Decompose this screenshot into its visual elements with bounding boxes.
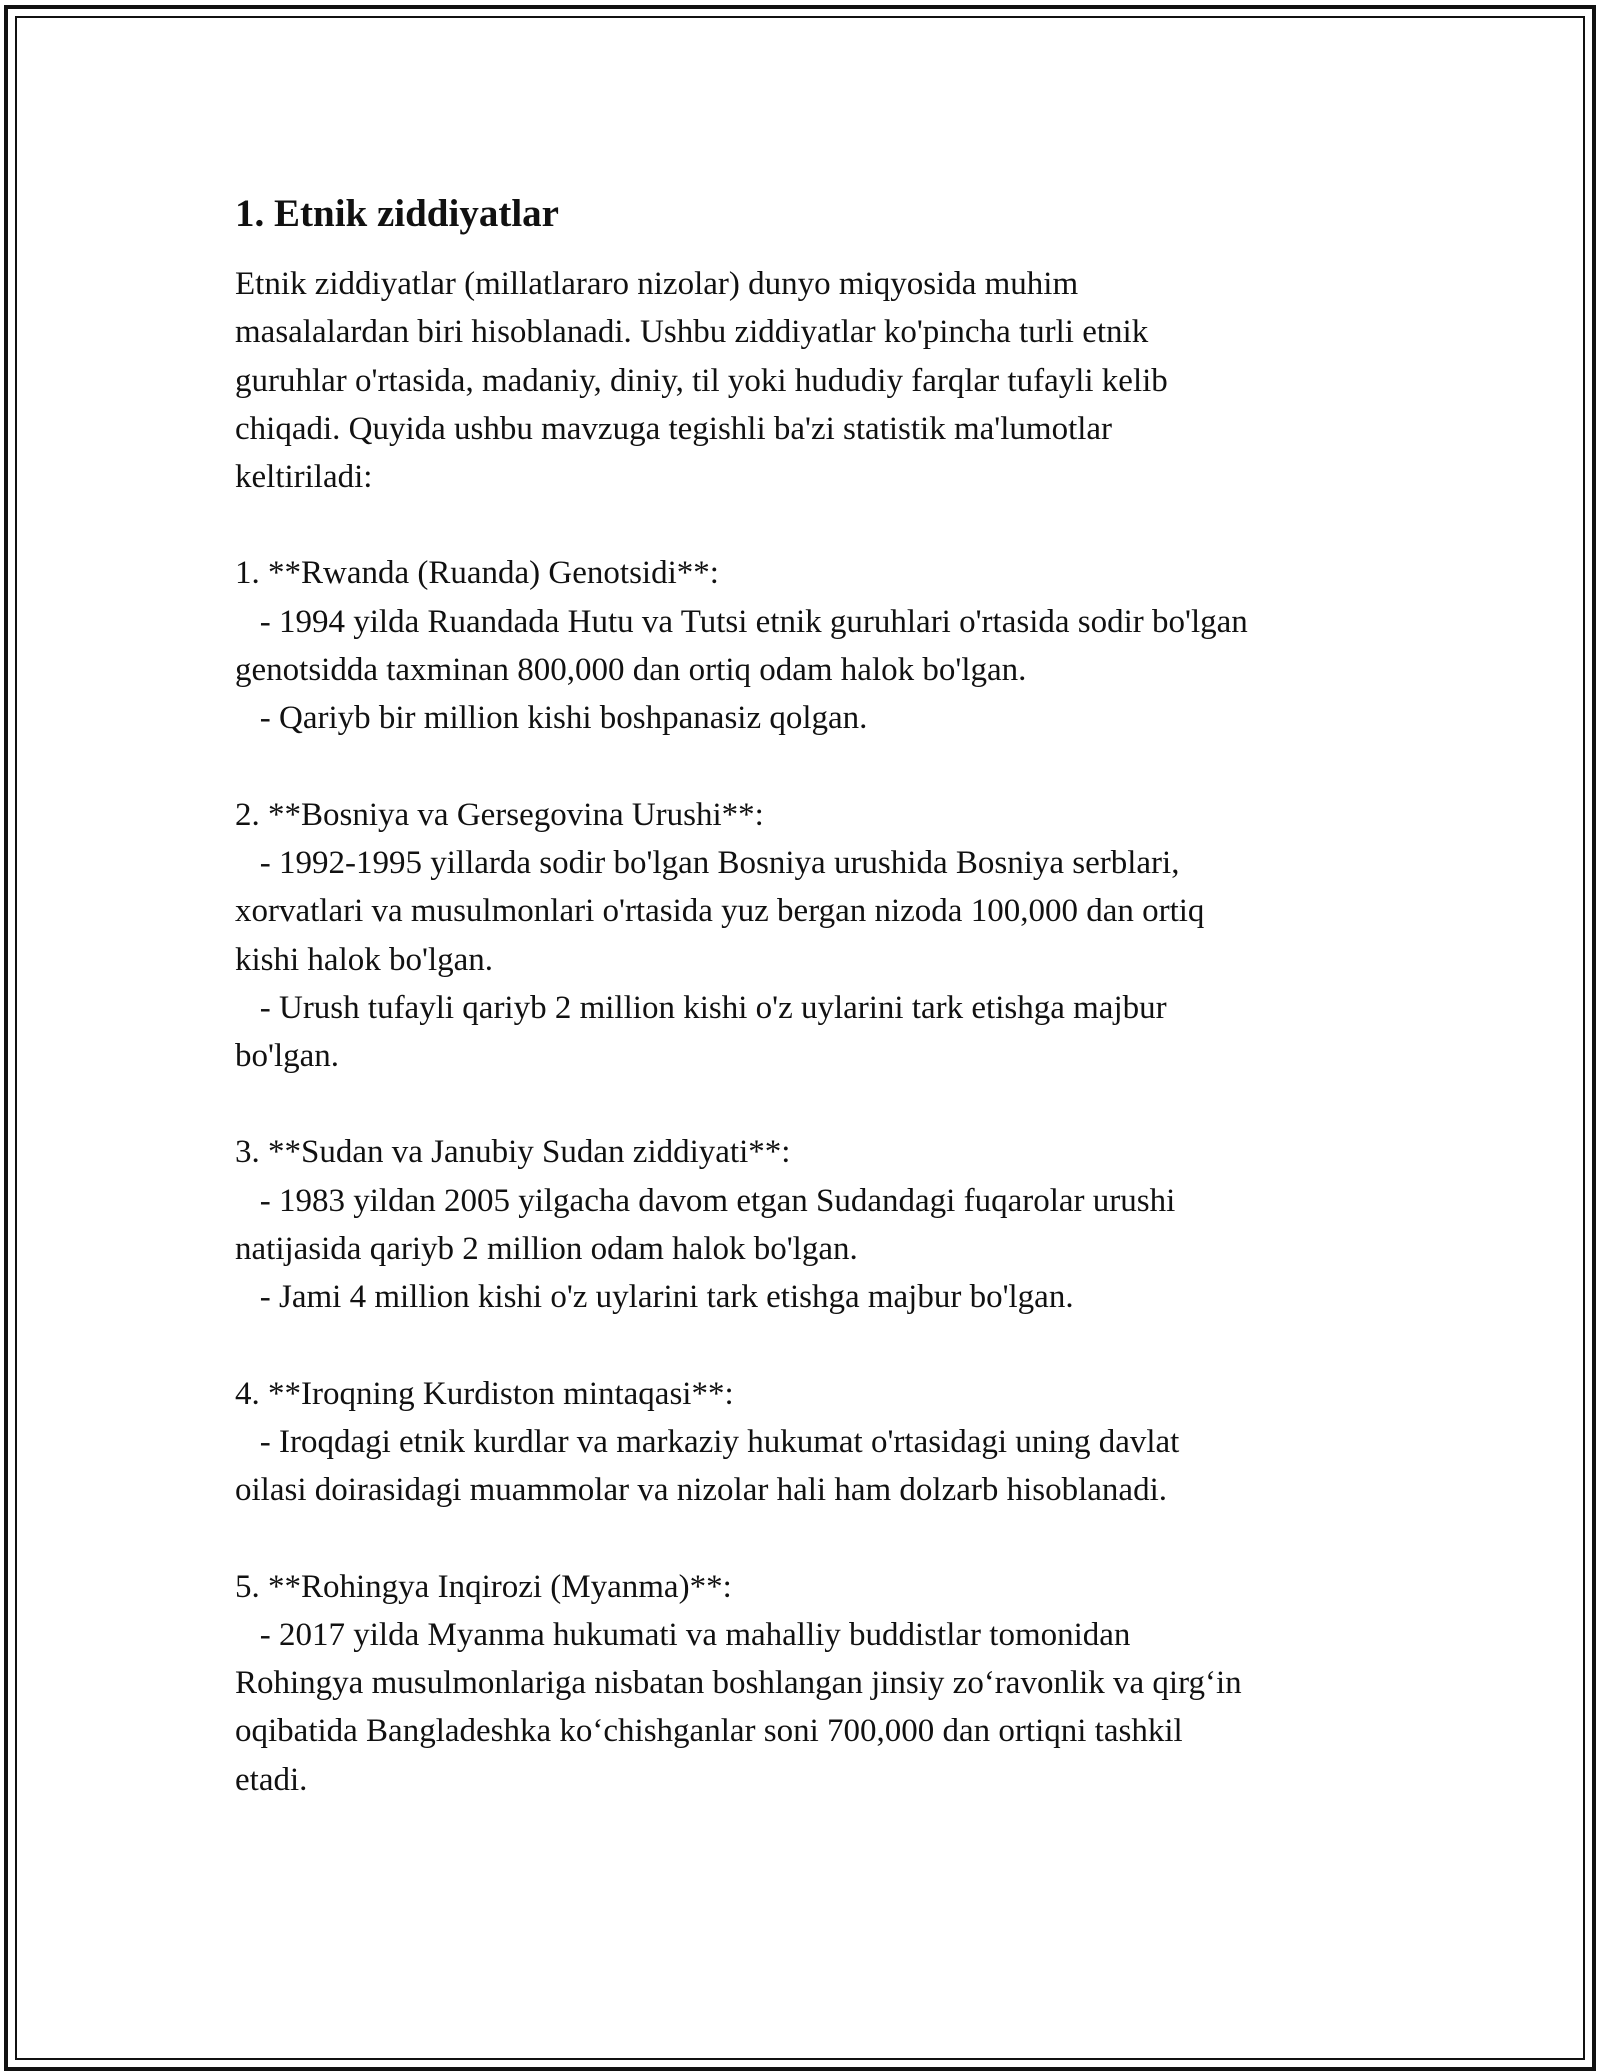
section-rwanda bbox=[235, 549, 1385, 742]
section-rohingya bbox=[235, 1563, 1385, 1804]
bullet-item: - Iroqdagi etnik kurdlar va markaziy hukumat o'rtasidagi uning davlat oilasi doirasidagi muammolar va nizolar hali ham dolzarb hisoblanadi. bbox=[235, 1423, 1180, 1509]
bullet-item: - 1983 yildan 2005 yilgacha davom etgan Sudandagi fuqarolar urushi natijasida qariyb 2 million odam halok bo'lgan. bbox=[235, 1182, 1176, 1268]
bullet-item: - 2017 yilda Myanma hukumati va mahalliy buddistlar tomonidan Rohingya musulmonlariga nisbatan boshlangan jinsiy zoʻravonlik va qirgʻin oqibatida Bangladeshka koʻchishganlar soni 700,000 dan ortiqni tashkil etadi. bbox=[235, 1616, 1242, 1798]
document-body bbox=[235, 188, 1385, 1804]
section-title: 1. **Rwanda (Ruanda) Genotsidi**: bbox=[235, 555, 719, 592]
section-title: 4. **Iroqning Kurdiston mintaqasi**: bbox=[235, 1375, 734, 1412]
bullet-item: - Urush tufayli qariyb 2 million kishi o'z uylarini tark etishga majbur bo'lgan. bbox=[235, 989, 1167, 1075]
intro-paragraph: Etnik ziddiyatlar (millatlararo nizolar) dunyo miqyosida muhim masalalardan biri hisoblanadi. Ushbu ziddiyatlar ko'pincha turli etnik guruhlar o'rtasida, madaniy, diniy, til yoki hududiy farqlar tufayli kelib chiqadi. Quyida ushbu mavzuga tegishli ba'zi statistik ma'lumotlar keltiriladi: bbox=[235, 266, 1168, 496]
section-title: 3. **Sudan va Janubiy Sudan ziddiyati**: bbox=[235, 1134, 791, 1171]
bullet-item: - Jami 4 million kishi o'z uylarini tark etishga majbur bo'lgan. bbox=[235, 1279, 1074, 1316]
section-title: 5. **Rohingya Inqirozi (Myanma)**: bbox=[235, 1568, 732, 1605]
section-bosnia bbox=[235, 791, 1385, 1081]
bullet-item: - 1994 yilda Ruandada Hutu va Tutsi etnik guruhlari o'rtasida sodir bo'lgan genotsidda taxminan 800,000 dan ortiq odam halok bo'lgan. bbox=[235, 603, 1248, 689]
bullet-item: - 1992-1995 yillarda sodir bo'lgan Bosniya urushida Bosniya serblari, xorvatlari va musulmonlari o'rtasida yuz bergan nizoda 100,000 dan ortiq kishi halok bo'lgan. bbox=[235, 844, 1205, 978]
section-title: 2. **Bosniya va Gersegovina Urushi**: bbox=[235, 796, 764, 833]
section-kurdistan bbox=[235, 1370, 1385, 1515]
section-sudan bbox=[235, 1128, 1385, 1321]
bullet-item: - Qariyb bir million kishi boshpanasiz qolgan. bbox=[235, 700, 868, 737]
section-heading: 1. Etnik ziddiyatlar bbox=[235, 192, 559, 235]
